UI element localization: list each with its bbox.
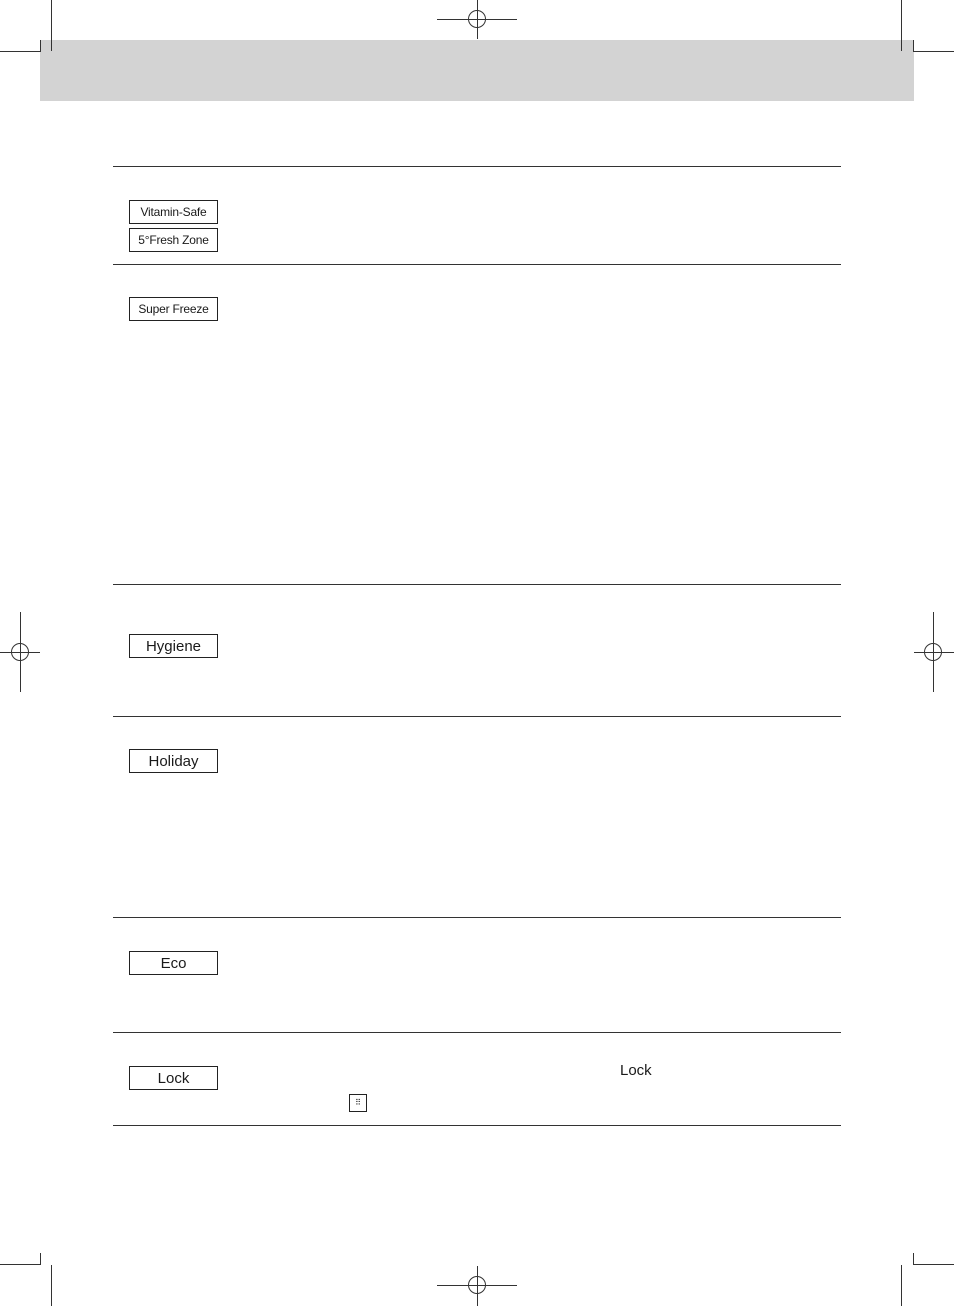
eco-label: Eco <box>129 951 218 975</box>
table-rule <box>113 584 841 585</box>
crop-mark-top-left-v <box>51 0 52 51</box>
fresh-zone-label: 5°Fresh Zone <box>129 228 218 252</box>
crop-mark-bottom-right-v <box>901 1265 902 1306</box>
registration-left-circle <box>11 643 29 661</box>
table-rule <box>113 166 841 167</box>
registration-bottom-circle <box>468 1276 486 1294</box>
crop-mark-bottom-left-v <box>51 1265 52 1306</box>
crop-mark-bottom-left-h <box>0 1264 40 1265</box>
holiday-label: Holiday <box>129 749 218 773</box>
table-rule <box>113 1032 841 1033</box>
crop-mark-top-left-v2 <box>40 40 41 52</box>
header-band <box>40 40 914 101</box>
crop-mark-top-right-v <box>901 0 902 51</box>
lock-inline-text: Lock <box>620 1062 652 1079</box>
table-rule <box>113 716 841 717</box>
crop-mark-top-left-h <box>0 51 40 52</box>
vitamin-safe-label: Vitamin-Safe <box>129 200 218 224</box>
hygiene-label: Hygiene <box>129 634 218 658</box>
table-rule <box>113 1125 841 1126</box>
crop-mark-bottom-left-v2 <box>40 1253 41 1265</box>
registration-top-circle <box>468 10 486 28</box>
table-rule <box>113 264 841 265</box>
crop-mark-bottom-right-h <box>913 1264 954 1265</box>
crop-mark-top-right-v2 <box>913 40 914 52</box>
lock-label: Lock <box>129 1066 218 1090</box>
registration-right-circle <box>924 643 942 661</box>
keypad-icon: ⠿ <box>349 1094 367 1112</box>
super-freeze-label: Super Freeze <box>129 297 218 321</box>
crop-mark-bottom-right-v2 <box>913 1253 914 1265</box>
crop-mark-top-right-h <box>913 51 954 52</box>
table-rule <box>113 917 841 918</box>
